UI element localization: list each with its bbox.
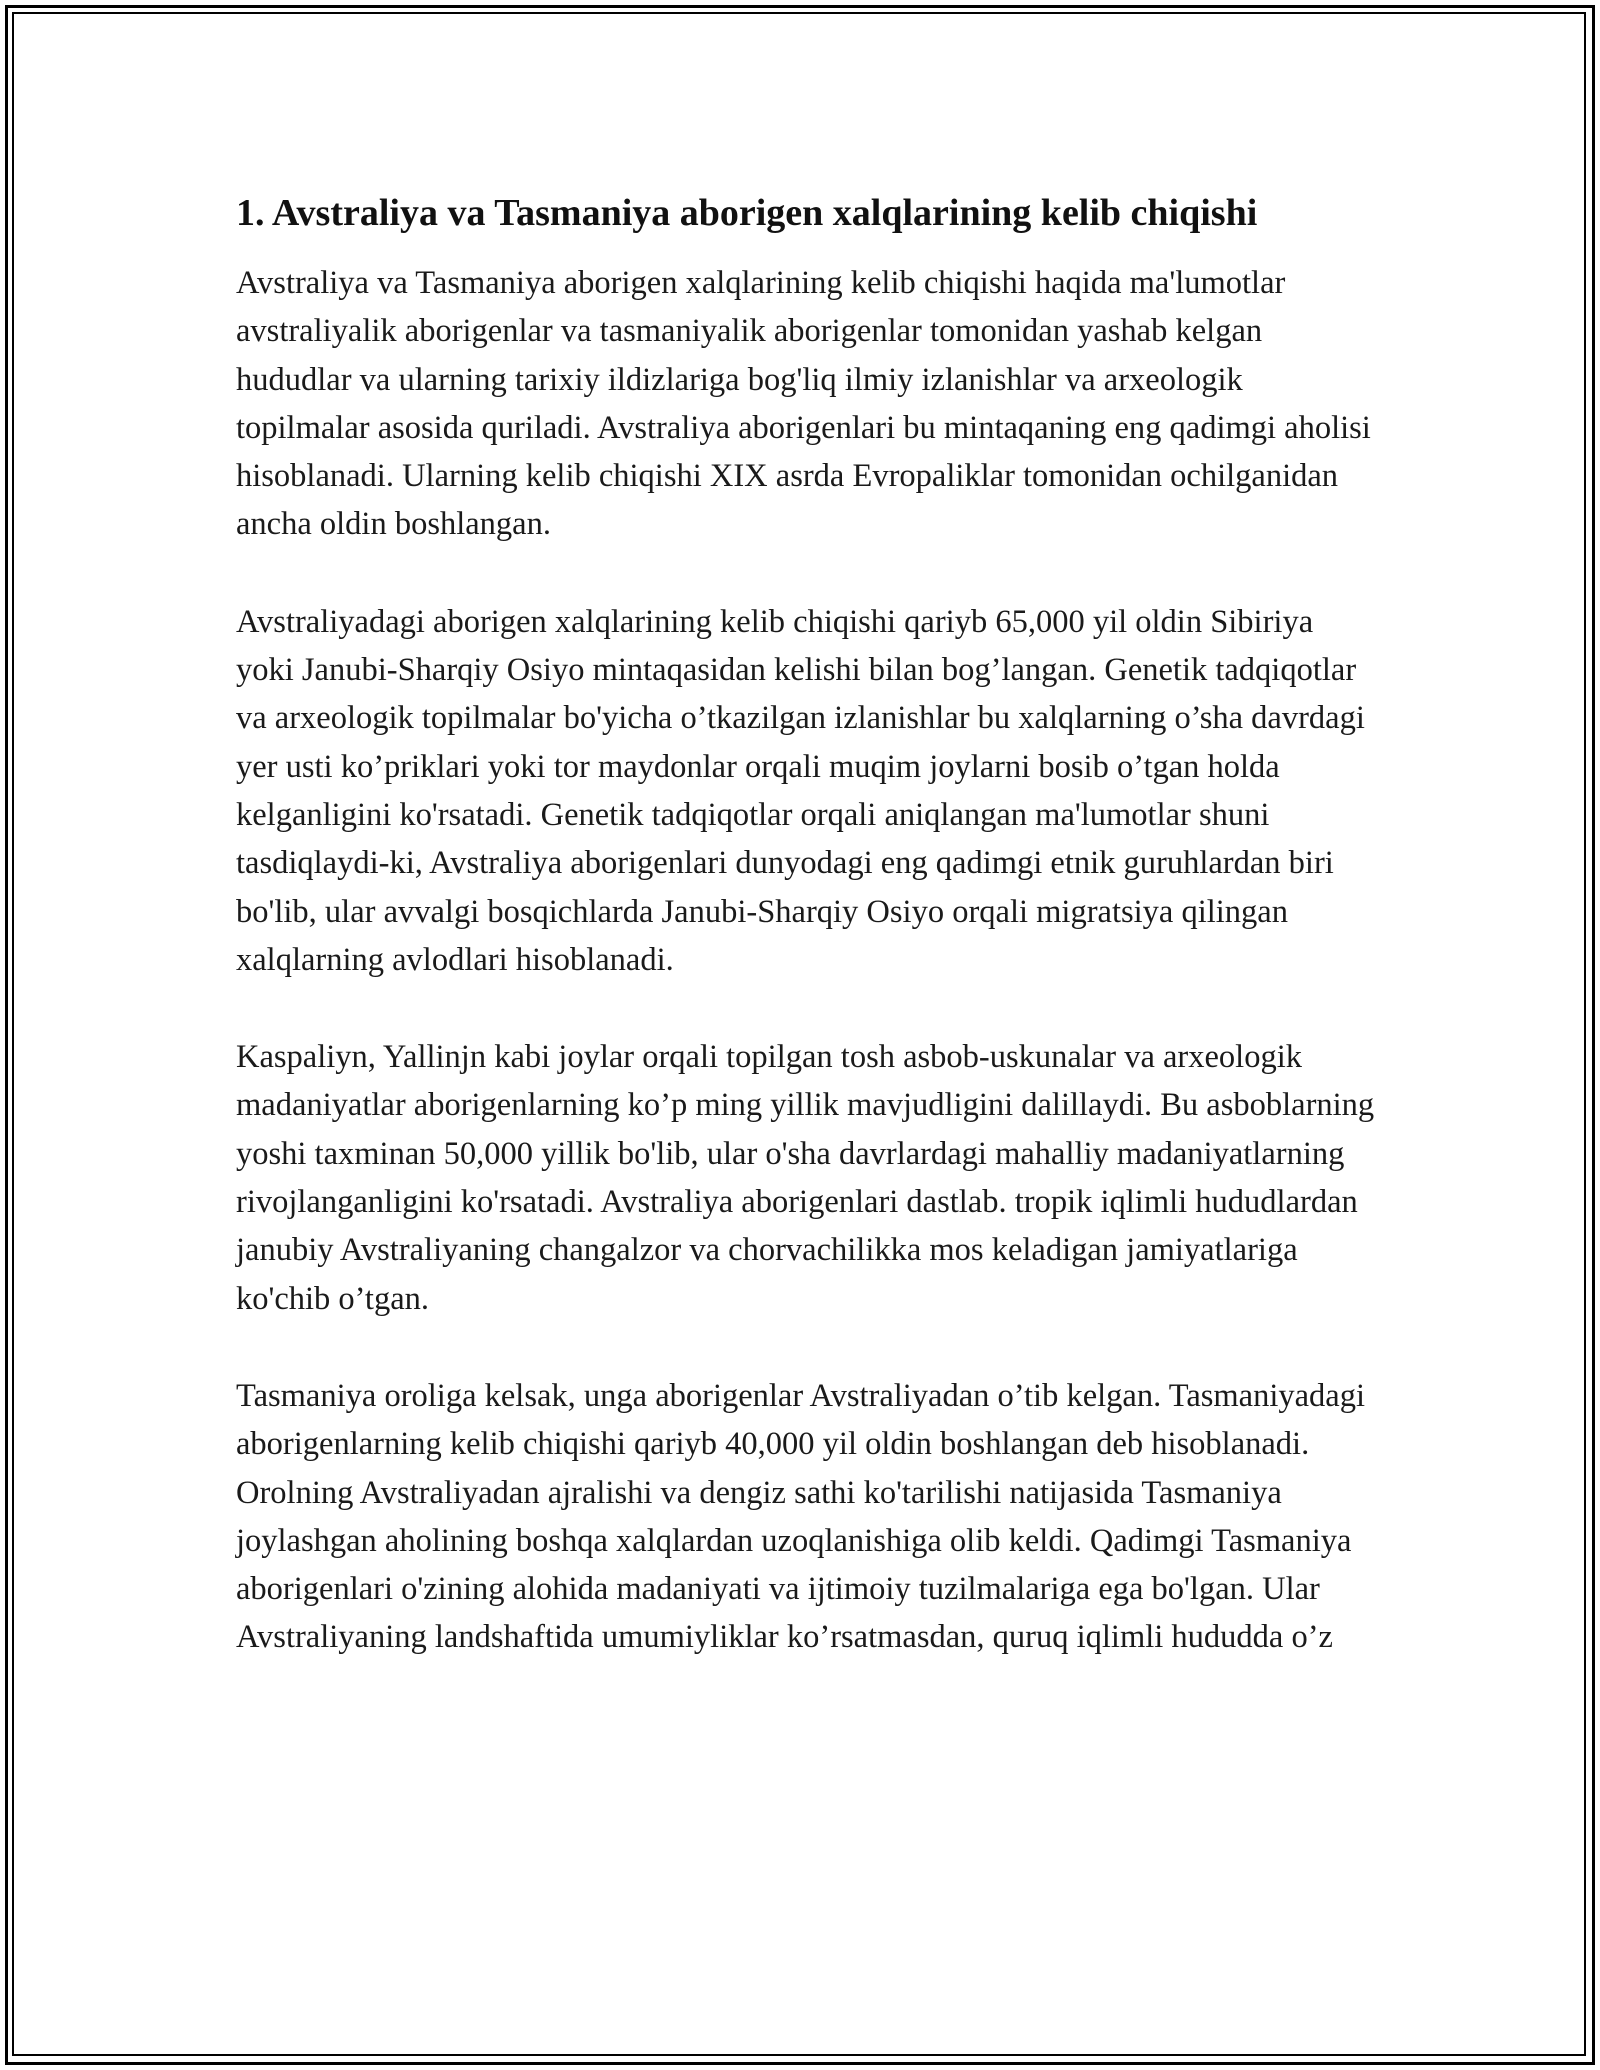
paragraph-1: Avstraliya va Tasmaniya aborigen xalqlarining kelib chiqishi haqida ma'lumotlar avstraliyalik aborigenlar va tasmaniyalik aborigenlar tomonidan yashab kelgan hududlar va ularning tarixiy ildizlariga bog'liq ilmiy izlanishlar va arxeologik topilmalar asosida quriladi. Avstraliya aborigenlari bu mintaqaning eng qadimgi aholisi hisoblanadi. Ularning kelib chiqishi XIX asrda Evropaliklar tomonidan ochilganidan ancha oldin boshlangan. [236,265,1371,543]
paragraph-4: Tasmaniya oroliga kelsak, unga aborigenlar Avstraliyadan o’tib kelgan. Tasmaniyadagi aborigenlarning kelib chiqishi qariyb 40,000 yil oldin boshlangan deb hisoblanadi. Orolning Avstraliyadan ajralishi va dengiz sathi ko'tarilishi natijasida Tasmaniya joylashgan aholining boshqa xalqlardan uzoqlanishiga olib keldi. Qadimgi Tasmaniya aborigenlari o'zining alohida madaniyati va ijtimoiy tuzilmalariga ega bo'lgan. Ular Avstraliyaning landshaftida umumiyliklar ko’rsatmasdan, quruq iqlimli hududda o’z [236,1377,1366,1656]
section-heading: 1. Avstraliya va Tasmaniya aborigen xalqlarining kelib chiqishi [236,192,1258,234]
paragraph-3: Kaspaliyn, Yallinjn kabi joylar orqali topilgan tosh asbob-uskunalar va arxeologik madaniyatlar aborigenlarning ko’p ming yillik mavjudligini dalillaydi. Bu asboblarning yoshi taxminan 50,000 yillik bo'lib, ular o'sha davrlardagi mahalliy madaniyatlarning rivojlanganligini ko'rsatadi. Avstraliya aborigenlari dastlab. tropik iqlimli hududlardan janubiy Avstraliyaning changalzor va chorvachilikka mos keladigan jamiyatlariga ko'chib o’tgan. [236,1039,1375,1317]
document-body [236,186,1376,1711]
paragraph-2: Avstraliyadagi aborigen xalqlarining kelib chiqishi qariyb 65,000 yil oldin Sibiriya yoki Janubi-Sharqiy Osiyo mintaqasidan kelishi bilan bog’langan. Genetik tadqiqotlar va arxeologik topilmalar bo'yicha o’tkazilgan izlanishlar bu xalqlarning o’sha davrdagi yer usti ko’priklari yoki tor maydonlar orqali muqim joylarni bosib o’tgan holda kelganligini ko'rsatadi. Genetik tadqiqotlar orqali aniqlangan ma'lumotlar shuni tasdiqlaydi-ki, Avstraliya aborigenlari dunyodagi eng qadimgi etnik guruhlardan biri bo'lib, ular avvalgi bosqichlarda Janubi-Sharqiy Osiyo orqali migratsiya qilingan xalqlarning avlodlari hisoblanadi. [236,603,1365,978]
